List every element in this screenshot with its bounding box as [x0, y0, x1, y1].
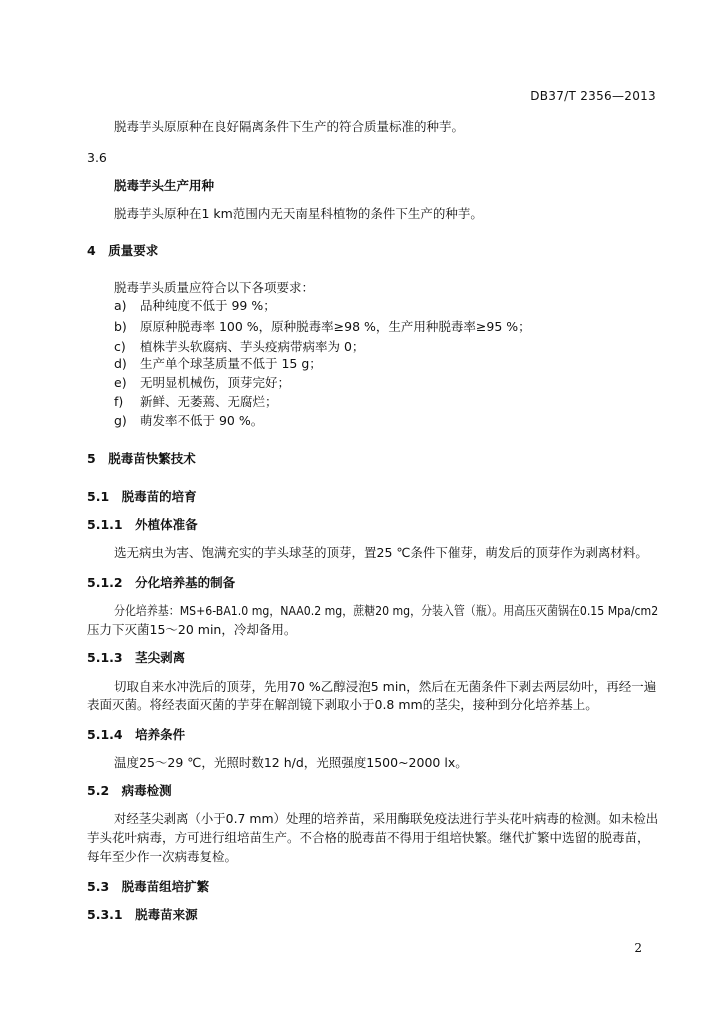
- list-item-text: 无明显机械伤，顶芽完好；: [140, 375, 291, 390]
- list-item-label: e): [114, 375, 127, 390]
- page-number: 2: [634, 941, 642, 955]
- section-5-3-heading: 5.3 脱毒苗组培扩繁: [87, 879, 210, 894]
- list-item-label: f): [114, 394, 124, 409]
- clause-3-6-term: 脱毒芋头生产用种: [114, 178, 215, 193]
- definition-3-5-text: 脱毒芋头原原种在良好隔离条件下生产的符合质量标准的种芋。: [114, 119, 465, 134]
- section-5-1-2-line1: 分化培养基：MS+6-BA1.0 mg，NAA0.2 mg，蔗糖20 mg，分装入管（瓶）。用高压灭菌锅在0.15 Mpa/cm2: [114, 603, 659, 618]
- section-5-1-3-heading: 5.1.3 茎尖剥离: [87, 650, 186, 665]
- section-5-1-heading: 5.1 脱毒苗的培育: [87, 489, 197, 504]
- section-5-1-2-heading: 5.1.2 分化培养基的制备: [87, 575, 236, 590]
- list-item-label: b): [114, 319, 127, 334]
- section-5-1-1-text: 选无病虫为害、饱满充实的芋头球茎的顶芽，置25 ℃条件下催芽，萌发后的顶芽作为剥离材料。: [114, 545, 648, 560]
- section-5-1-4-heading: 5.1.4 培养条件: [87, 727, 186, 742]
- list-item-label: c): [114, 339, 126, 354]
- section-5-2-line1: 对经茎尖剥离（小于0.7 mm）处理的培养苗，采用酶联免疫法进行芋头花叶病毒的检测。如未检出: [114, 811, 659, 826]
- section-5-1-3-line2: 表面灭菌。将经表面灭菌的芋芽在解剖镜下剥取小于0.8 mm的茎尖，接种到分化培养基上。: [87, 697, 598, 712]
- section-4-heading: 4 质量要求: [87, 243, 159, 258]
- section-5-1-4-text: 温度25～29 ℃，光照时数12 h/d，光照强度1500~2000 lx。: [114, 755, 468, 770]
- standard-code: DB37/T 2356—2013: [530, 89, 656, 103]
- list-item-text: 新鲜、无萎蔫、无腐烂；: [140, 394, 278, 409]
- list-item-text: 萌发率不低于 90 %。: [140, 413, 264, 428]
- list-item-label: g): [114, 413, 127, 428]
- list-item-text: 原原种脱毒率 100 %，原种脱毒率≥98 %，生产用种脱毒率≥95 %；: [140, 319, 531, 334]
- section-5-1-1-heading: 5.1.1 外植体准备: [87, 517, 198, 532]
- list-item-text: 植株芋头软腐病、芋头疫病带病率为 0；: [140, 339, 365, 354]
- list-item-label: d): [114, 356, 127, 371]
- section-4-intro: 脱毒芋头质量应符合以下各项要求：: [114, 280, 315, 295]
- list-item-label: a): [114, 298, 127, 313]
- section-5-1-2-line2: 压力下灭菌15～20 min，冷却备用。: [87, 622, 297, 637]
- clause-3-6-definition: 脱毒芋头原种在1 km范围内无天南星科植物的条件下生产的种芋。: [114, 206, 483, 221]
- list-item-text: 生产单个球茎质量不低于 15 g；: [140, 356, 322, 371]
- list-item-text: 品种纯度不低于 99 %；: [140, 298, 276, 313]
- section-5-2-line3: 每年至少作一次病毒复检。: [87, 849, 238, 864]
- section-5-2-heading: 5.2 病毒检测: [87, 783, 172, 798]
- clause-3-6-number: 3.6: [87, 150, 107, 165]
- section-5-3-1-heading: 5.3.1 脱毒苗来源: [87, 907, 198, 922]
- section-5-1-3-line1: 切取自来水冲洗后的顶芽，先用70 %乙醇浸泡5 min，然后在无菌条件下剥去两层幼叶，再经一遍: [114, 679, 657, 694]
- section-5-heading: 5 脱毒苗快繁技术: [87, 451, 196, 466]
- section-5-2-line2: 芋头花叶病毒，方可进行组培苗生产。不合格的脱毒苗不得用于组培快繁。继代扩繁中选留的脱毒苗，: [87, 830, 650, 845]
